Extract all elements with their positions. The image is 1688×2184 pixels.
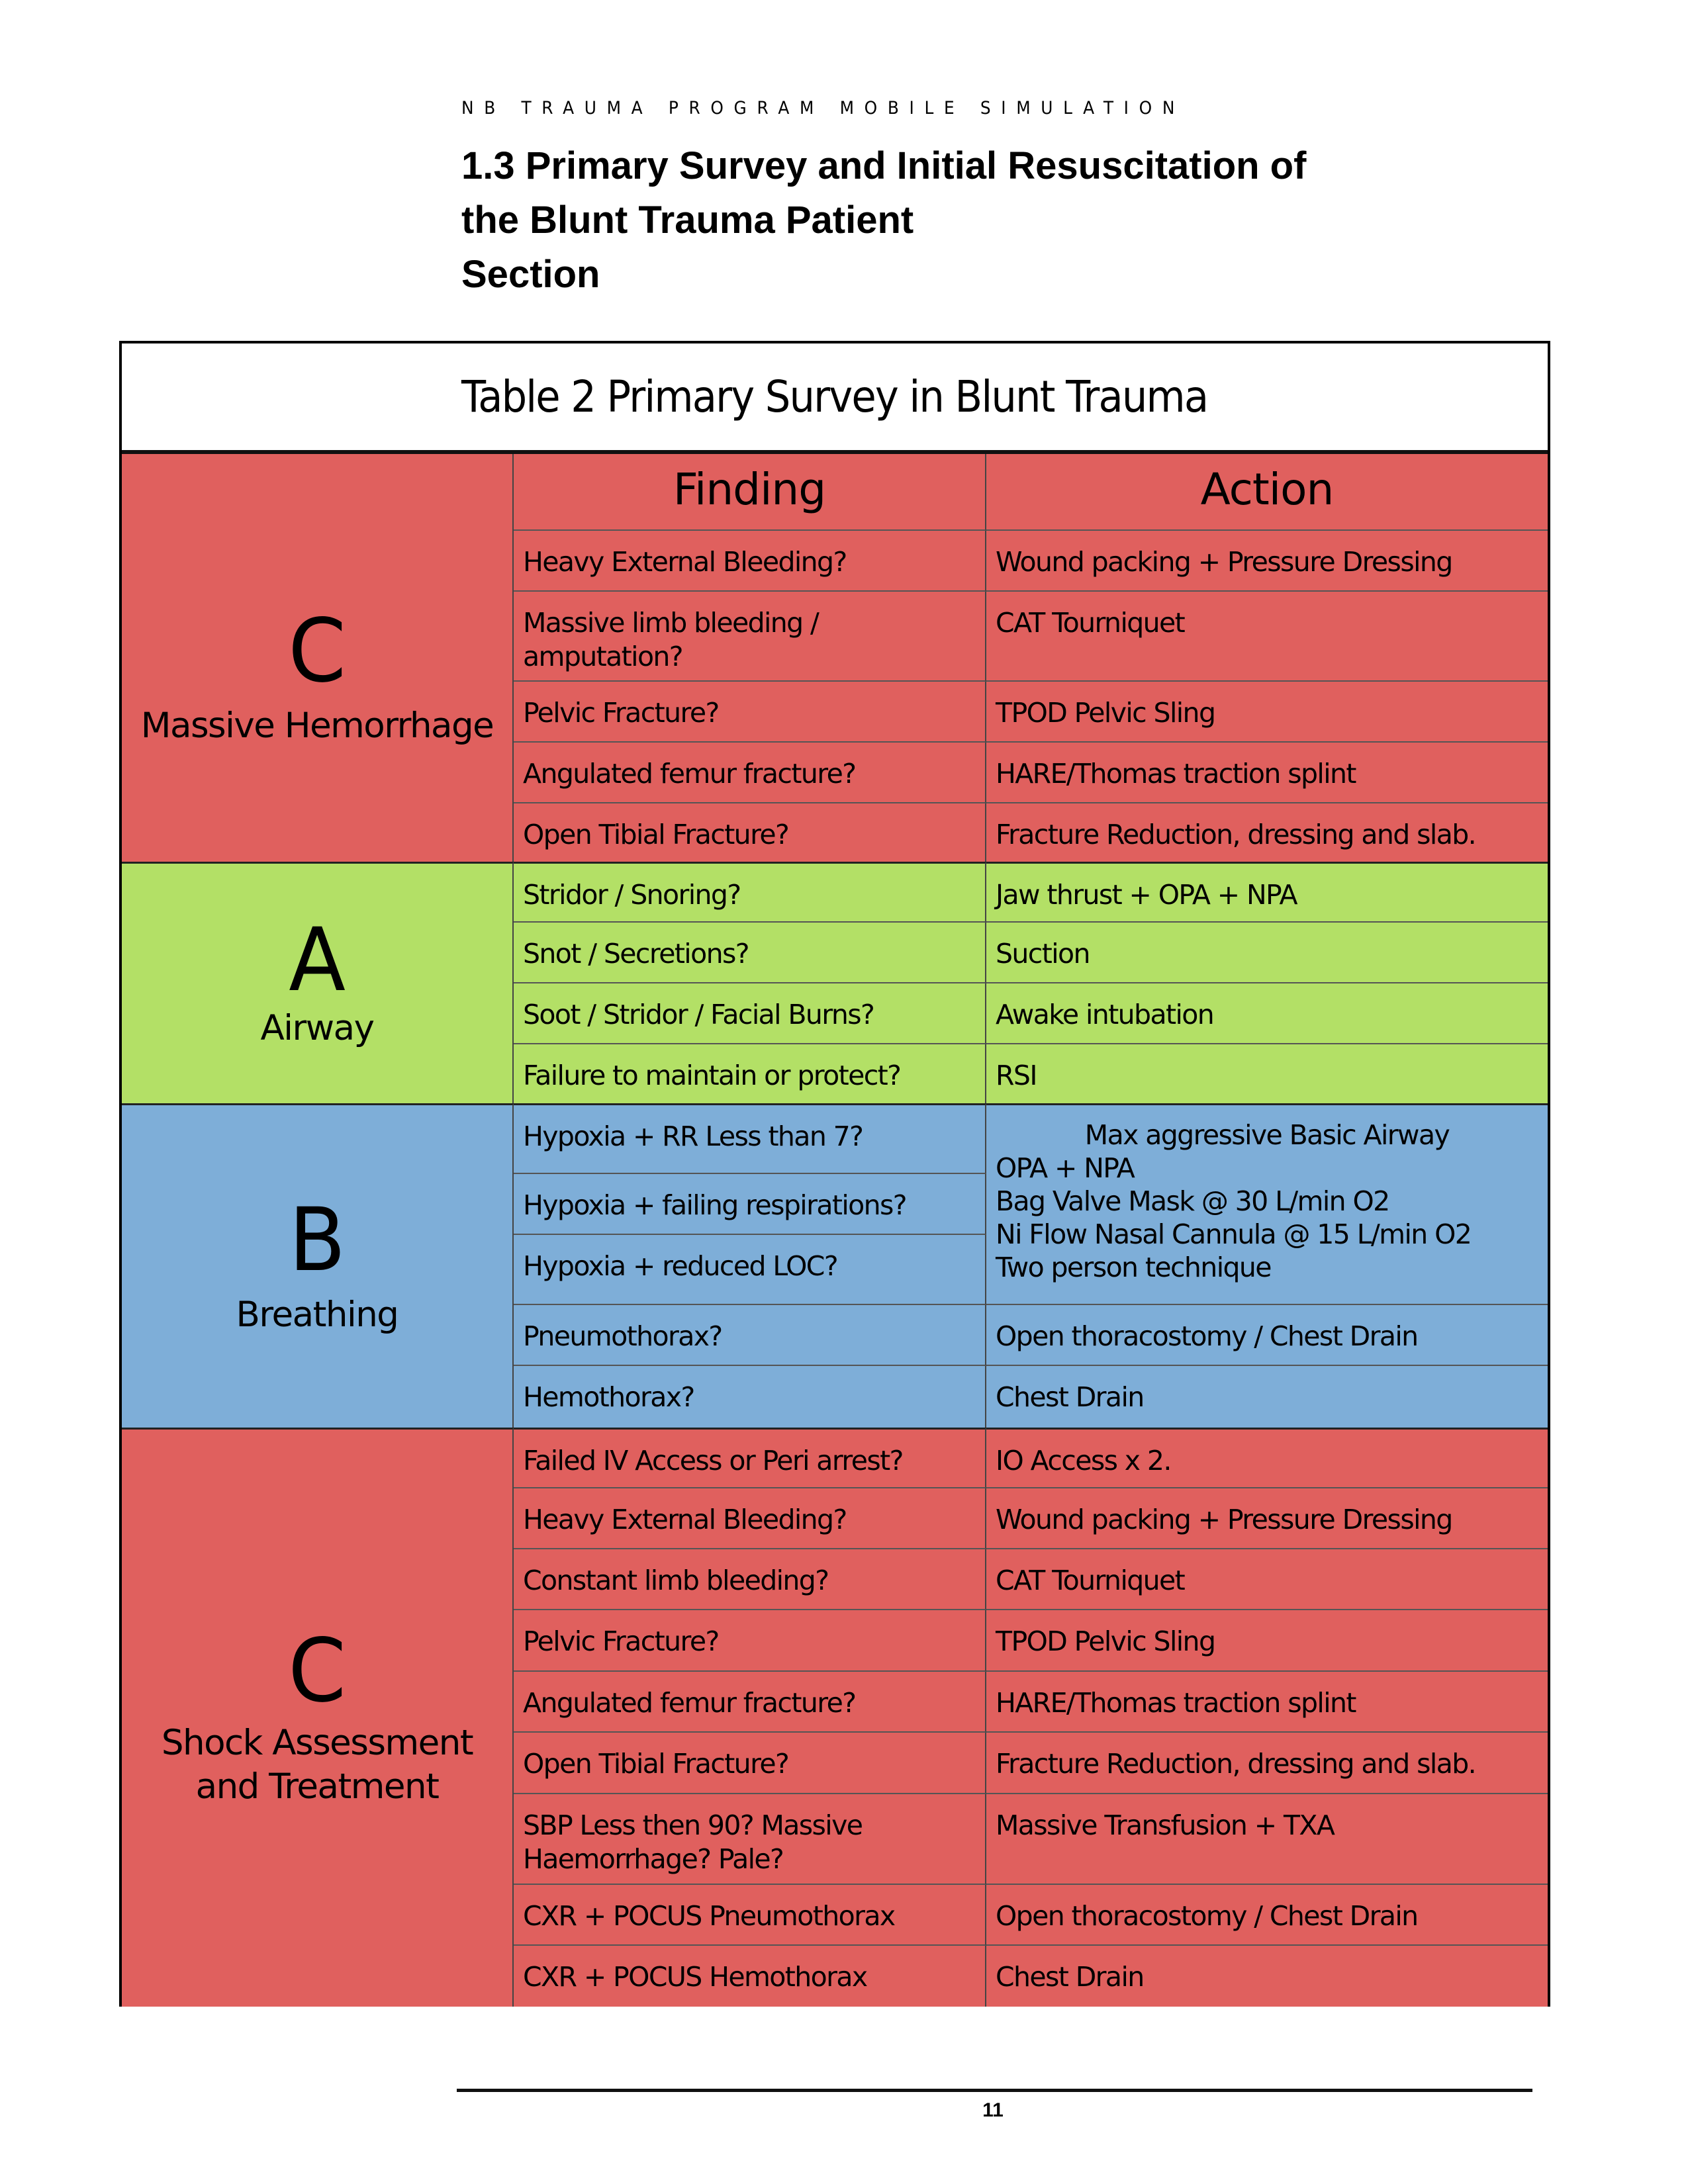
finding-cell: Massive limb bleeding / amputation?: [514, 592, 986, 682]
section-heading-line: 1.3 Primary Survey and Initial Resuscitation of: [461, 144, 1307, 187]
action-cell: CAT Tourniquet: [986, 1549, 1548, 1610]
section-heading-line: the Blunt Trauma Patient: [461, 199, 914, 242]
running-header: NB TRAUMA PROGRAM MOBILE SIMULATION: [461, 98, 1186, 118]
finding-cell: Stridor / Snoring?: [514, 862, 986, 923]
category-shock: [122, 1428, 514, 2007]
finding-cell: Pelvic Fracture?: [514, 1610, 986, 1672]
category-label: Breathing: [236, 1294, 399, 1335]
finding-cell: Hemothorax?: [514, 1366, 986, 1428]
action-cell: RSI: [986, 1044, 1548, 1103]
action-cell: Open thoracostomy / Chest Drain: [986, 1305, 1548, 1366]
category-label-line: and Treatment: [195, 1766, 439, 1807]
action-line: Ni Flow Nasal Cannula @ 15 L/min O2: [996, 1218, 1472, 1250]
action-cell: Chest Drain: [986, 1366, 1548, 1428]
finding-cell: Failure to maintain or protect?: [514, 1044, 986, 1103]
section-heading-line: Section: [461, 253, 600, 296]
action-cell-merged: [986, 1103, 1548, 1305]
section-heading: [461, 139, 1521, 302]
finding-cell: Failed IV Access or Peri arrest?: [514, 1428, 986, 1488]
page-number: 11: [982, 2099, 1004, 2121]
action-cell: HARE/Thomas traction splint: [986, 1672, 1548, 1733]
finding-cell: Heavy External Bleeding?: [514, 531, 986, 592]
finding-cell: CXR + POCUS Hemothorax: [514, 1946, 986, 2007]
column-header-action: Action: [986, 454, 1548, 531]
finding-cell: Hypoxia + failing respirations?: [514, 1174, 986, 1235]
finding-cell: Pelvic Fracture?: [514, 682, 986, 743]
action-cell: CAT Tourniquet: [986, 592, 1548, 682]
category-letter: B: [288, 1189, 346, 1291]
category-airway: [122, 862, 514, 1103]
finding-cell: Angulated femur fracture?: [514, 1672, 986, 1733]
action-cell: IO Access x 2.: [986, 1428, 1548, 1488]
finding-cell: Angulated femur fracture?: [514, 743, 986, 803]
category-label-line: Shock Assessment: [161, 1723, 473, 1763]
action-line: OPA + NPA: [996, 1152, 1135, 1184]
action-cell: Fracture Reduction, dressing and slab.: [986, 1733, 1548, 1794]
finding-cell: Heavy External Bleeding?: [514, 1488, 986, 1549]
category-breathing: [122, 1103, 514, 1428]
category-letter: C: [288, 1620, 346, 1722]
action-cell: Wound packing + Pressure Dressing: [986, 1488, 1548, 1549]
category-label: Massive Hemorrhage: [140, 705, 494, 746]
finding-cell: Soot / Stridor / Facial Burns?: [514, 983, 986, 1044]
finding-cell: SBP Less then 90? Massive Haemorrhage? Pale?: [514, 1794, 986, 1885]
finding-cell: Open Tibial Fracture?: [514, 1733, 986, 1794]
action-cell: Awake intubation: [986, 983, 1548, 1044]
category-letter: C: [288, 600, 346, 702]
finding-cell: Hypoxia + reduced LOC?: [514, 1235, 986, 1305]
action-line: Two person technique: [996, 1251, 1271, 1283]
finding-cell: Open Tibial Fracture?: [514, 803, 986, 862]
footer-rule: [457, 2089, 1532, 2092]
finding-cell: CXR + POCUS Pneumothorax: [514, 1885, 986, 1946]
action-line: Max aggressive Basic Airway: [1084, 1119, 1450, 1151]
action-cell: Open thoracostomy / Chest Drain: [986, 1885, 1548, 1946]
action-cell: Jaw thrust + OPA + NPA: [986, 862, 1548, 923]
finding-cell: Snot / Secretions?: [514, 923, 986, 983]
action-cell: Chest Drain: [986, 1946, 1548, 2007]
column-header-finding: Finding: [514, 454, 986, 531]
action-cell: TPOD Pelvic Sling: [986, 1610, 1548, 1672]
action-cell: Massive Transfusion + TXA: [986, 1794, 1548, 1885]
action-cell: Fracture Reduction, dressing and slab.: [986, 803, 1548, 862]
primary-survey-table: [119, 341, 1550, 2007]
action-cell: HARE/Thomas traction splint: [986, 743, 1548, 803]
action-cell: Suction: [986, 923, 1548, 983]
action-line: Bag Valve Mask @ 30 L/min O2: [996, 1185, 1389, 1217]
action-cell: Wound packing + Pressure Dressing: [986, 531, 1548, 592]
category-letter: A: [289, 909, 346, 1011]
finding-cell: Hypoxia + RR Less than 7?: [514, 1103, 986, 1174]
table-title-cell: [122, 343, 1548, 454]
category-label: Airway: [260, 1008, 374, 1048]
category-massive-hemorrhage: [122, 454, 514, 862]
finding-cell: Constant limb bleeding?: [514, 1549, 986, 1610]
action-cell: TPOD Pelvic Sling: [986, 682, 1548, 743]
category-label: [162, 1721, 473, 1809]
finding-cell: Pneumothorax?: [514, 1305, 986, 1366]
table-title: Table 2 Primary Survey in Blunt Trauma: [461, 371, 1208, 422]
